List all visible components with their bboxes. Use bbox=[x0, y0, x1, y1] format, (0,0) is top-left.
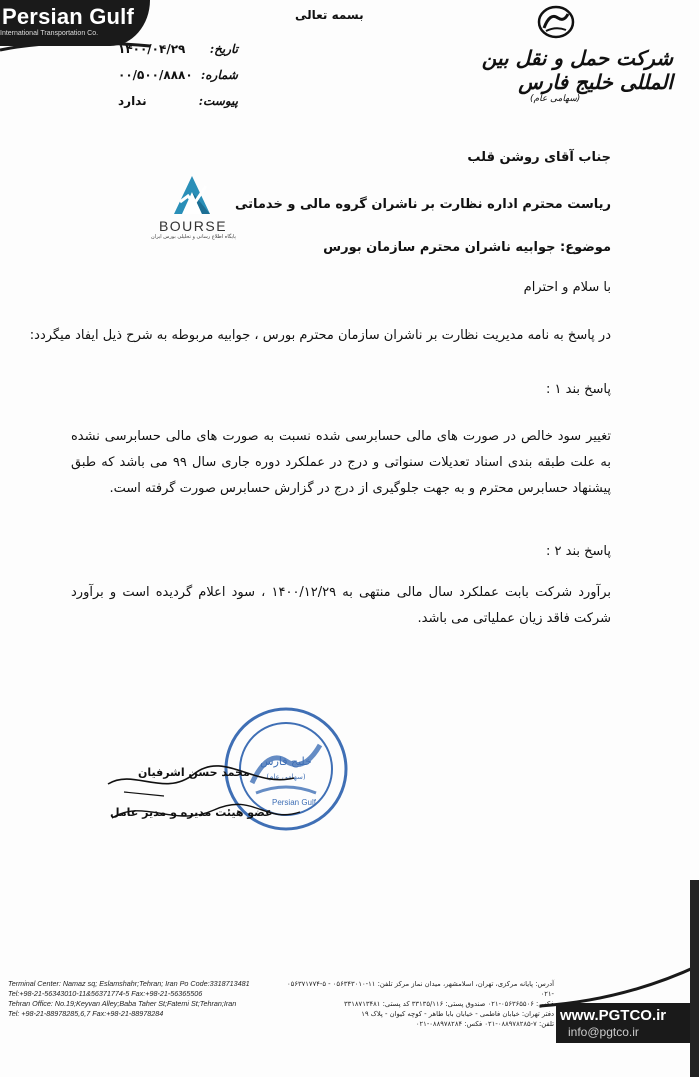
meta-value: ندارد bbox=[118, 94, 147, 108]
company-logo-icon bbox=[536, 4, 576, 40]
meta-number bbox=[118, 62, 238, 88]
meta-label: شماره: bbox=[200, 68, 238, 82]
meta-attachment bbox=[118, 88, 238, 114]
stamp-text: خلیج فارس bbox=[260, 755, 312, 768]
footer-address-fa bbox=[282, 979, 554, 1029]
addressee: جناب آقای روشن قلب bbox=[467, 150, 611, 165]
footer-line: Tehran Office: No.19;Keyvan Alley;Baba Taher St;Fatemi St;Tehran;Iran bbox=[8, 999, 237, 1008]
letter-meta bbox=[118, 36, 238, 114]
bourse-logo-subtitle: پایگاه اطلاع رسانی و تحلیلی بورس ایران bbox=[151, 234, 236, 240]
meta-value: ۰۰/۵۰۰/۸۸۸۰ bbox=[118, 68, 193, 82]
addressee-position: ریاست محترم اداره نظارت بر ناشران گروه مالی و خدماتی bbox=[234, 197, 611, 212]
bismillah: بسمه تعالی bbox=[295, 8, 364, 22]
brand-subtitle-en: International Transportation Co. bbox=[0, 30, 99, 37]
signatory-name: محمد حسن اشرفیان bbox=[138, 766, 250, 779]
stamp-english: Persian Gulf bbox=[271, 798, 317, 807]
footer-line: تلفن: ۷-۰۸۸۹۷۸۲۸۵-۰۲۱ فکس: ۰۸۸۹۷۸۲۸۴-۰۲۱ bbox=[415, 1020, 554, 1028]
footer-line: فکس: ۰۵۶۳۶۵۵۰۶-۰۲۱ صندوق پستی: ۳۳۱۳۵/۱۱۶ کد پستی: ۳۳۱۸۷۱۳۴۸۱ bbox=[343, 1000, 554, 1008]
footer-contact-band bbox=[556, 1003, 696, 1043]
company-name: شرکت حمل و نقل بین المللی خلیج فارس bbox=[481, 46, 673, 94]
answer2-body: برآورد شرکت بابت عملکرد سال مالی منتهی به ۱۴۰۰/۱۲/۲۹ ، سود اعلام گردیده است و برآورد شرکت فاقد زیان عملیاتی می باشد. bbox=[71, 585, 611, 626]
stamp-subtext: (سهامی عام) bbox=[266, 773, 306, 781]
meta-date bbox=[118, 36, 238, 62]
website-link[interactable]: www.PGTCO.ir bbox=[560, 1007, 667, 1024]
brand-name-en: Persian Gulf bbox=[2, 4, 134, 29]
intro-paragraph: در پاسخ به نامه مدیریت نظارت بر ناشران سازمان محترم بورس ، جوابیه مربوطه به شرح ذیل ایفاد میگردد: bbox=[29, 328, 611, 343]
meta-label: تاریخ: bbox=[209, 42, 238, 56]
footer-line: آدرس: پایانه مرکزی، تهران، اسلامشهر، میدان نماز مرکز تلفن: ۱۱-۰۵۶۳۴۳۰۱۰ - ۵-۰۵۶۳۷۱۷۷۴ -۰۲۱ bbox=[287, 980, 554, 998]
meta-value: ۱۴۰۰/۰۴/۲۹ bbox=[118, 42, 186, 56]
page-edge-shadow bbox=[690, 880, 699, 1077]
signatory-title: عضو هیئت مدیره و مدیر عامل bbox=[110, 806, 273, 819]
answer1-title: پاسخ بند ۱ : bbox=[546, 382, 611, 397]
footer-line: دفتر تهران: خیابان فاطمی - خیابان بابا طاهر - کوچه کیوان - پلاک ۱۹ bbox=[361, 1010, 554, 1018]
bourse-logo-text: BOURSE bbox=[158, 218, 228, 234]
greeting: با سلام و احترام bbox=[523, 280, 611, 295]
letter-subject: موضوع: جوابیه ناشران محترم سازمان بورس bbox=[323, 240, 611, 255]
answer1-body: تغییر سود خالص در صورت های مالی حسابرسی شده نسبت به صورت های مالی حسابرسی نشده به علت طبقه بندی اسناد تعدیلات سنواتی و درج در عملکرد دوره جاری سال ۹۹ می باشد که طبق پیشنهاد حسابرس محترم و به جهت جلوگیری از درج در گزارش حسابرس صورت گرفته است. bbox=[71, 429, 611, 496]
footer-address-en bbox=[8, 979, 278, 1019]
email-link[interactable]: info@pgtco.ir bbox=[568, 1025, 639, 1039]
footer-line: Terminal Center: Namaz sq; Eslamshahr;Tehran; Iran Po Code:3318713481 bbox=[8, 979, 250, 988]
meta-label: پیوست: bbox=[198, 94, 238, 108]
footer-line: Tel:+98-21-56343010-11&56371774-5 Fax:+98-21-56365506 bbox=[8, 989, 203, 998]
footer-line: Tel: +98-21-88978285,6,7 Fax:+98-21-88978284 bbox=[8, 1009, 164, 1018]
company-type: (سهامی عام) bbox=[530, 94, 581, 104]
answer2-title: پاسخ بند ۲ : bbox=[546, 544, 611, 559]
